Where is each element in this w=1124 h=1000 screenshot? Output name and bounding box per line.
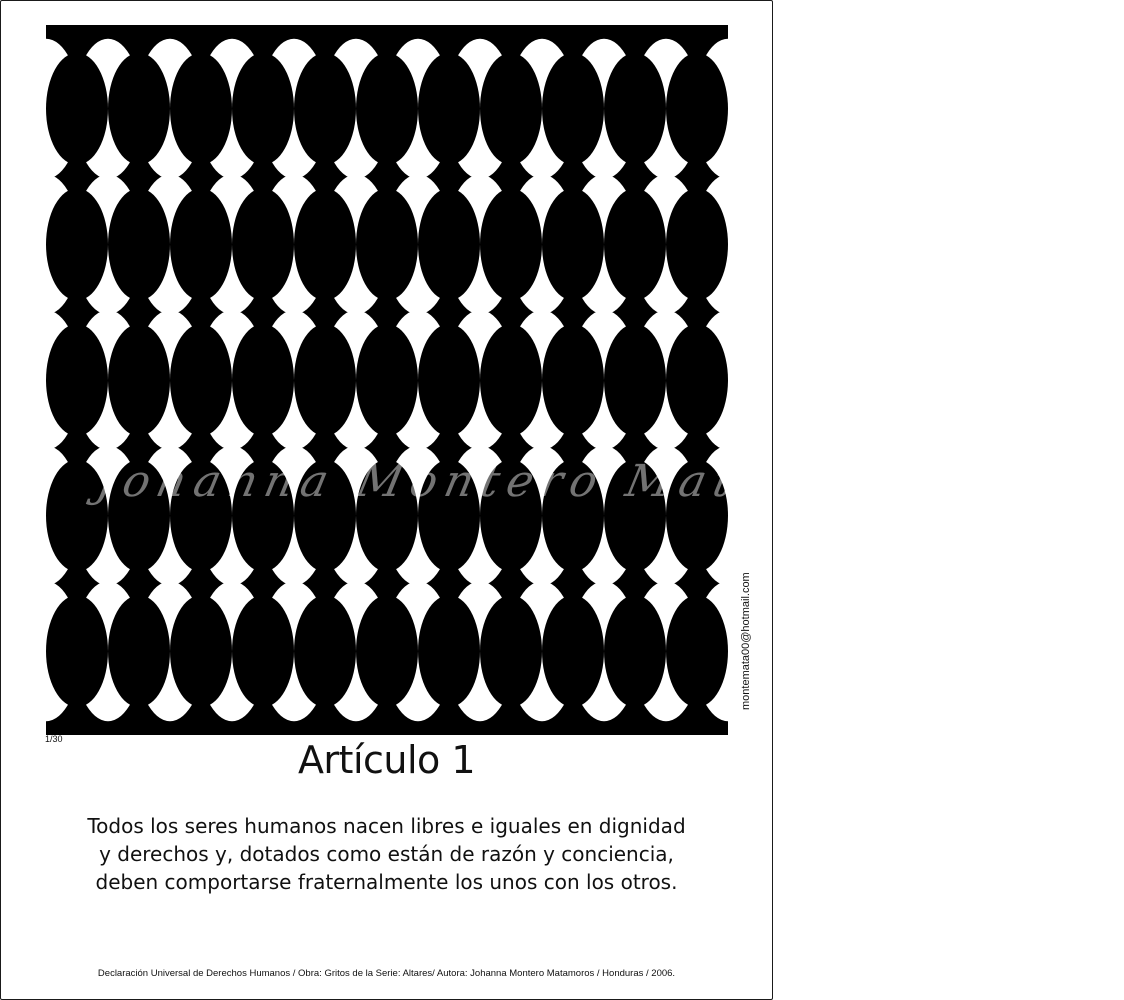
pattern-black-ellipse	[542, 595, 604, 707]
pattern-black-ellipse	[604, 53, 666, 165]
credits-footer: Declaración Universal de Derechos Humanos / Obra: Gritos de la Serie: Altares/ Autora: Johanna Montero Matamoros / Honduras / 2006.	[97, 968, 676, 979]
pattern-black-ellipse	[46, 595, 108, 707]
article-title: Artículo 1	[297, 738, 476, 782]
pattern-black-ellipse	[170, 460, 232, 572]
pattern-black-ellipse	[666, 53, 728, 165]
pattern-black-ellipse	[418, 460, 480, 572]
pattern-black-ellipse	[480, 188, 542, 300]
pattern-black-ellipse	[232, 53, 294, 165]
ellipse-pattern-svg	[46, 41, 728, 719]
pattern-black-ellipse	[356, 324, 418, 436]
pattern-black-ellipse	[108, 53, 170, 165]
pattern-black-ellipse	[480, 324, 542, 436]
pattern-black-ellipse	[542, 53, 604, 165]
pattern-black-ellipse	[356, 188, 418, 300]
pattern-black-ellipse	[356, 460, 418, 572]
pattern-black-ellipse	[356, 595, 418, 707]
pattern-black-ellipse	[294, 595, 356, 707]
pattern-black-ellipse	[46, 188, 108, 300]
artist-signature: Johanna Montero Matamoros 2006	[92, 456, 1124, 507]
pattern-black-ellipse	[294, 460, 356, 572]
pattern-band	[46, 161, 728, 193]
pattern-black-ellipse	[418, 53, 480, 165]
pattern-black-ellipse	[170, 53, 232, 165]
pattern-black-ellipse	[108, 324, 170, 436]
pattern-black-ellipse	[418, 188, 480, 300]
pattern-black-ellipse	[170, 188, 232, 300]
pattern-black-ellipse	[294, 188, 356, 300]
pattern-black-ellipse	[418, 324, 480, 436]
pattern-black-ellipse	[356, 53, 418, 165]
pattern-black-ellipse	[232, 324, 294, 436]
pattern-black-ellipse	[294, 53, 356, 165]
pattern-black-ellipse	[666, 188, 728, 300]
pattern-band	[46, 25, 728, 57]
pattern-black-ellipse	[604, 595, 666, 707]
pattern-band	[46, 296, 728, 328]
pattern-black-ellipse	[294, 324, 356, 436]
pattern-black-ellipse	[604, 188, 666, 300]
pattern-black-ellipse	[666, 460, 728, 572]
pattern-black-ellipse	[46, 324, 108, 436]
pattern-black-ellipse	[542, 324, 604, 436]
page-number: 1/30	[45, 734, 63, 744]
pattern-band	[46, 703, 728, 735]
pattern-band	[46, 432, 728, 464]
pattern-black-ellipse	[108, 188, 170, 300]
article-text	[30, 812, 743, 896]
article-line: y derechos y, dotados como están de razón y conciencia,	[99, 842, 674, 866]
pattern-black-ellipse	[666, 595, 728, 707]
pattern-black-ellipse	[604, 460, 666, 572]
pattern-black-ellipse	[480, 53, 542, 165]
pattern-black-ellipse	[232, 595, 294, 707]
pattern-black-ellipse	[170, 324, 232, 436]
artist-email: montemata00@hotmail.com	[740, 572, 752, 710]
article-line: Todos los seres humanos nacen libres e iguales en dignidad	[87, 814, 686, 838]
pattern-black-ellipse	[418, 595, 480, 707]
pattern-band	[46, 567, 728, 599]
pattern-black-ellipse	[542, 188, 604, 300]
article-line: deben comportarse fraternalmente los unos con los otros.	[95, 870, 678, 894]
pattern-black-ellipse	[480, 460, 542, 572]
pattern-black-ellipse	[46, 460, 108, 572]
pattern-black-ellipse	[108, 460, 170, 572]
pattern-black-ellipse	[542, 460, 604, 572]
pattern-black-ellipse	[666, 324, 728, 436]
pattern-black-ellipse	[480, 595, 542, 707]
pattern-black-ellipse	[604, 324, 666, 436]
pattern-black-ellipse	[232, 188, 294, 300]
pattern-black-ellipse	[108, 595, 170, 707]
pattern-black-ellipse	[170, 595, 232, 707]
pattern-black-ellipse	[232, 460, 294, 572]
pattern-black-ellipse	[46, 53, 108, 165]
